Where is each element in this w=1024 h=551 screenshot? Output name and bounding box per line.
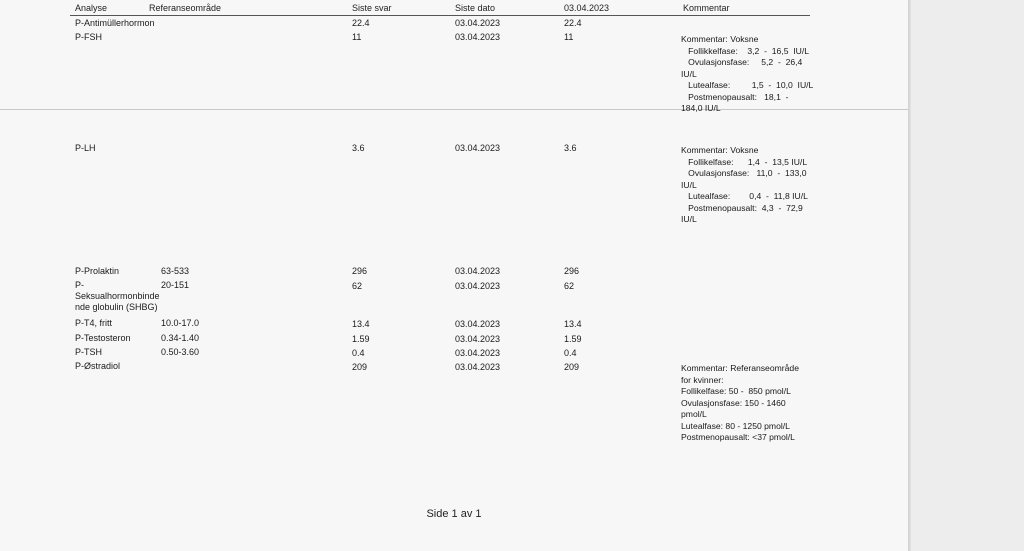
comment-fsh	[681, 34, 813, 115]
siste-svar-value: 3.6	[352, 143, 365, 153]
referanse-value: 0.34-1.40	[161, 333, 200, 343]
comment-line: Kommentar: Referanseområde	[681, 363, 799, 373]
result-value: 3.6	[564, 143, 577, 153]
siste-dato-value: 03.04.2023	[455, 32, 501, 42]
result-value: 11	[564, 32, 574, 42]
analyse-name-line: nde globulin (SHBG)	[75, 302, 158, 312]
comment-line: Follikelfase: 1,4 - 13,5 IU/L	[681, 156, 808, 167]
viewer-background	[911, 0, 1024, 551]
analyse-name: P-Testosteron	[75, 333, 131, 343]
result-value: 1.59	[564, 334, 582, 344]
siste-dato-value: 03.04.2023	[455, 281, 501, 291]
siste-svar-value: 22.4	[352, 18, 370, 28]
referanse-value: 20-151	[161, 280, 190, 290]
result-value: 209	[564, 362, 580, 372]
comment-line: Follikkelfase: 3,2 - 16,5 IU/L	[681, 45, 810, 56]
comment-line: IU/L	[681, 179, 697, 190]
comment-line: Lutealfase: 1,5 - 10,0 IU/L	[681, 80, 814, 90]
siste-svar-value: 13.4	[352, 319, 370, 329]
comment-line: Ovulasjonsfase: 150 - 1460	[681, 397, 786, 408]
siste-dato-value: 03.04.2023	[455, 18, 501, 28]
comment-lh	[681, 145, 808, 226]
comment-line: Postmenopausalt: 4,3 - 72,9	[681, 202, 803, 213]
comment-line: Ovulasjonsfase: 11,0 - 133,0	[681, 168, 807, 178]
header-divider	[70, 15, 810, 16]
siste-dato-value: 03.04.2023	[455, 266, 501, 276]
comment-line: Lutealfase: 0,4 - 11,8 IU/L	[681, 191, 808, 201]
referanse-value: 63-533	[161, 266, 190, 276]
siste-svar-value: 62	[352, 281, 363, 291]
siste-svar-value: 209	[352, 362, 368, 372]
page-number: Side 1 av 1	[426, 508, 482, 520]
header-analyse: Analyse	[75, 3, 108, 13]
analyse-name-line: P-	[75, 280, 84, 290]
siste-dato-value: 03.04.2023	[455, 319, 501, 329]
header-siste-dato: Siste dato	[455, 3, 496, 13]
siste-dato-value: 03.04.2023	[455, 362, 501, 372]
comment-line: 184,0 IU/L	[681, 103, 721, 113]
siste-dato-value: 03.04.2023	[455, 334, 501, 344]
result-value: 296	[564, 266, 580, 276]
comment-line: Lutealfase: 80 - 1250 pmol/L	[681, 420, 790, 431]
comment-line: Ovulasjonsfase: 5,2 - 26,4	[681, 57, 803, 67]
header-date-column: 03.04.2023	[564, 3, 610, 13]
header-siste-svar: Siste svar	[352, 3, 392, 13]
header-kommentar: Kommentar	[683, 3, 730, 13]
analyse-name-line: Seksualhormonbinde	[75, 291, 160, 301]
comment-line: Kommentar: Voksne	[681, 145, 759, 155]
comment-line: Postmenopausalt: 18,1 -	[681, 91, 789, 102]
comment-line: Kommentar: Voksne	[681, 34, 759, 44]
result-value: 13.4	[564, 319, 582, 329]
siste-dato-value: 03.04.2023	[455, 348, 501, 358]
comment-ostradiol	[681, 363, 799, 444]
analyse-name-multiline	[75, 280, 160, 313]
comment-line: IU/L	[681, 68, 697, 79]
analyse-name: P-T4, fritt	[75, 318, 113, 328]
analyse-name: P-Prolaktin	[75, 266, 120, 276]
comment-line: IU/L	[681, 214, 697, 224]
header-referanseomrade: Referanseområde	[149, 3, 222, 13]
referanse-value: 10.0-17.0	[161, 318, 200, 328]
siste-svar-value: 0.4	[352, 348, 365, 358]
comment-line: Follikelfase: 50 - 850 pmol/L	[681, 386, 791, 396]
siste-svar-value: 1.59	[352, 334, 370, 344]
analyse-name: P-Antimüllerhormon	[75, 18, 155, 28]
comment-line: for kvinner:	[681, 374, 724, 385]
analyse-name: P-LH	[75, 143, 96, 153]
comment-line: Postmenopausalt: <37 pmol/L	[681, 432, 795, 442]
siste-svar-value: 296	[352, 266, 368, 276]
result-value: 62	[564, 281, 575, 291]
analyse-name: P-Østradiol	[75, 361, 121, 371]
result-value: 0.4	[564, 348, 577, 358]
siste-svar-value: 11	[352, 32, 362, 42]
comment-line: pmol/L	[681, 409, 707, 419]
analyse-name: P-TSH	[75, 347, 102, 357]
siste-dato-value: 03.04.2023	[455, 143, 501, 153]
analyse-name: P-FSH	[75, 32, 102, 42]
referanse-value: 0.50-3.60	[161, 347, 200, 357]
result-value: 22.4	[564, 18, 582, 28]
